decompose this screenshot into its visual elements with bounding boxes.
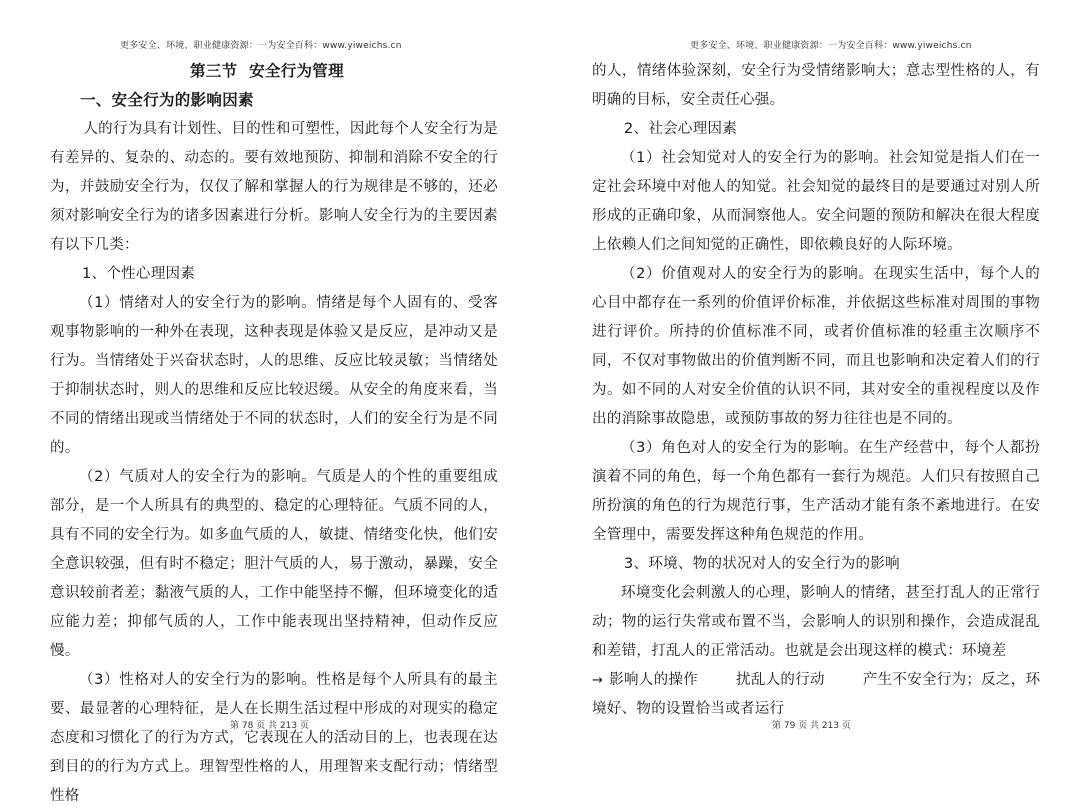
paragraph-environment-end: 境好、物的设置恰当或者运行: [592, 701, 785, 717]
flow-step-operation: 影响人的操作: [609, 672, 699, 688]
page-body: [50, 57, 498, 811]
flow-step-disrupt: 扰乱人的行动: [736, 672, 825, 688]
heading-influence-factors: 一、安全行为的影响因素: [80, 91, 254, 109]
page-header: 更多安全、环境、职业健康资源：一为安全百科：www.yiweichs.cn: [120, 41, 402, 51]
right-page: [540, 0, 1080, 763]
paragraph-values: （2）价值观对人的安全行为的影响。在现实生活中，每个人的心目中都存在一系列的价值评价标准，并依据这些标准对周围的事物进行评价。所持的价值标准不同，或者价值标准的轻重主次顺序不同，不仅对事物做出的价值判断不同，而且也影响和决定着人们的行为。如不同的人对安全价值的认识不同，其对安全的重视程度以及作出的消除事故隐患，或预防事故的努力往往也是不同的。: [592, 266, 1040, 427]
paragraph-role: （3）角色对人的安全行为的影响。在生产经营中，每个人都扮演着不同的角色，每一个角色都有一套行为规范。人们只有按照自己所扮演的角色的行为规范行事，生产活动才能有条不紊地进行。在安全管理中，需要发挥这种角色规范的作用。: [592, 440, 1040, 543]
paragraph-temperament: （2）气质对人的安全行为的影响。气质是人的个性的重要组成部分，是一个人所具有的典型的、稳定的心理特征。气质不同的人，具有不同的安全行为。如多血气质的人，敏捷、情绪变化快，他们安全意识较强，但有时不稳定；胆汁气质的人，易于激动，暴躁，安全意识较前者差；黏液气质的人，工作中能坚持不懈，但环境变化的适应能力差；抑郁气质的人，工作中能表现出坚持精神，但动作反应慢。: [50, 469, 498, 659]
page-footer: 第 79 页 共 213 页: [772, 721, 851, 731]
subheading-social: 2、社会心理因素: [624, 121, 738, 137]
page-footer: 第 78 页 共 213 页: [230, 721, 309, 731]
arrow-right-icon: →: [592, 673, 604, 688]
paragraph-social-perception: （1）社会知觉对人的安全行为的影响。社会知觉是指人们在一定社会环境中对他人的知觉。社会知觉的最终目的是要通过对别人所形成的正确印象，从而洞察他人。安全问题的预防和解决在很大程度上依赖人们之间知觉的正确性，即依赖良好的人际环境。: [592, 150, 1040, 253]
intro-paragraph: 人的行为具有计划性、目的性和可塑性，因此每个人安全行为是有差异的、复杂的、动态的。要有效地预防、抑制和消除不安全的行为，并鼓励安全行为，仅仅了解和掌握人的行为规律是不够的，还必须对影响安全行为的诸多因素进行分析。影响人安全行为的主要因素有以下几类：: [50, 121, 498, 253]
subheading-personality: 1、个性心理因素: [82, 266, 196, 282]
paragraph-emotion: （1）情绪对人的安全行为的影响。情绪是每个人固有的、受客观事物影响的一种外在表现，这种表现是体验又是反应，是冲动又是行为。当情绪处于兴奋状态时，人的思维、反应比较灵敏；当情绪处于抑制状态时，则人的思维和反应比较迟缓。从安全的角度来看，当不同的情绪出现或当情绪处于不同的状态时，人们的安全行为是不同的。: [50, 295, 498, 456]
page-body: [592, 57, 1040, 724]
paragraph-environment: 环境变化会刺激人的心理，影响人的情绪，甚至打乱人的正常行动；物的运行失常或布置不当，会影响人的识别和操作，会造成混乱和差错，打乱人的正常活动。也就是会出现这样的模式：环境差: [592, 585, 1040, 659]
paragraph-character: （3）性格对人的安全行为的影响。性格是每个人所具有的最主要、最显著的心理特征，是人在长期生活过程中形成的对现实的稳定态度和习惯化了的行为方式，它表现在人的活动目的上，也表现在达到目的的行为方式上。理智型性格的人，用理智来支配行动；情绪型性格: [50, 672, 498, 804]
left-page: [0, 0, 540, 804]
page-header: 更多安全、环境、职业健康资源：一为安全百科：www.yiweichs.cn: [690, 41, 972, 51]
flow-sequence: [592, 666, 1040, 695]
continued-paragraph: 的人，情绪体验深刻，安全行为受情绪影响大；意志型性格的人，有明确的目标，安全责任心强。: [592, 63, 1040, 108]
subheading-environment: 3、环境、物的状况对人的安全行为的影响: [624, 556, 900, 572]
flow-step-unsafe: 产生不安全行为；反之，环: [862, 672, 1041, 688]
section-title: 第三节 安全行为管理: [190, 62, 344, 80]
